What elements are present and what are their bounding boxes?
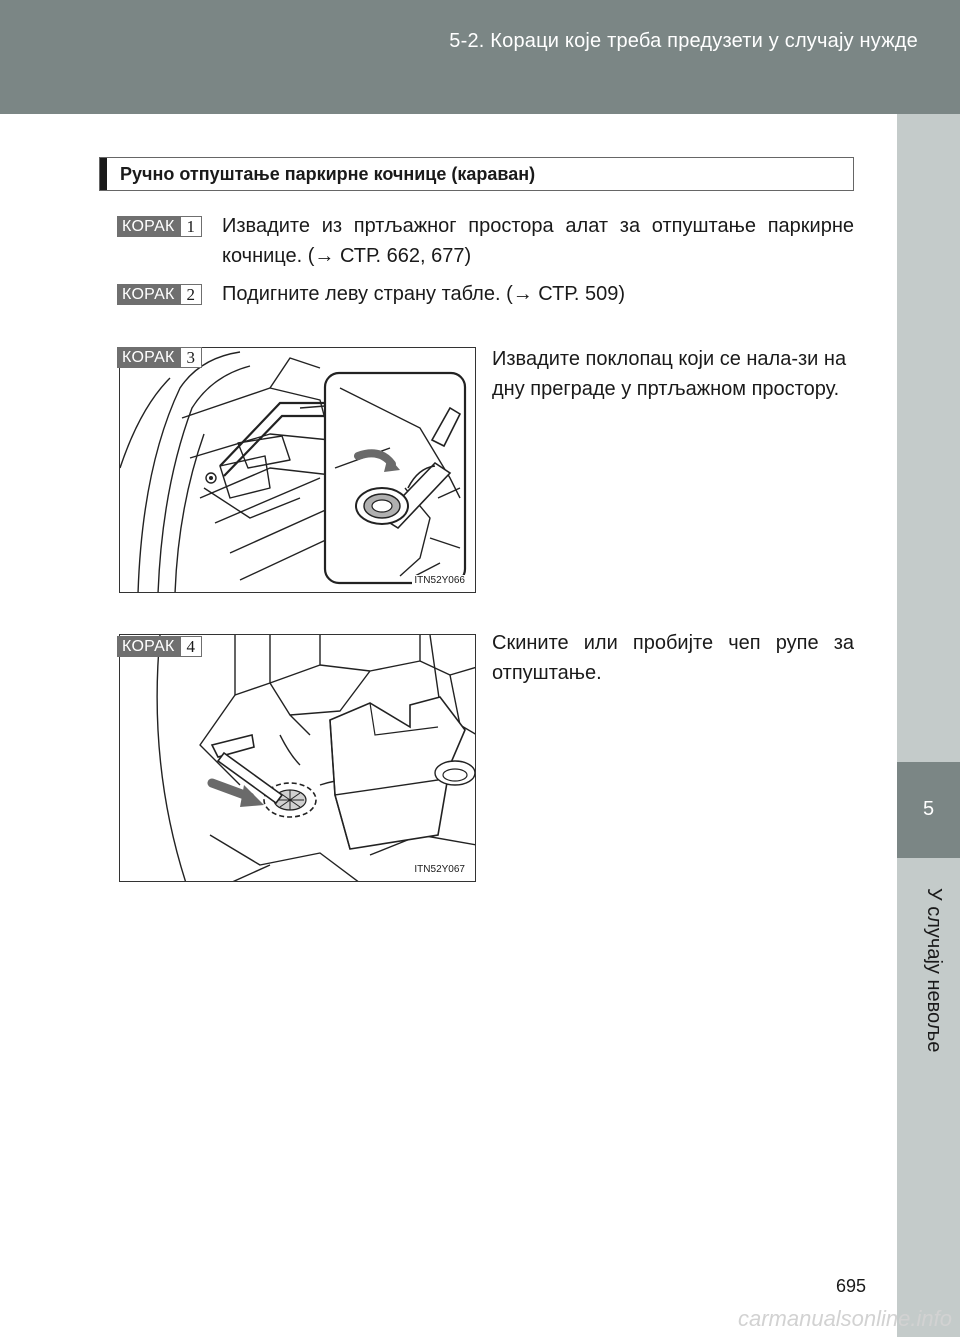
chapter-number-box bbox=[897, 762, 960, 858]
step-word: КОРАК bbox=[117, 284, 180, 305]
figure-luggage-cover bbox=[119, 347, 476, 593]
step-number: 1 bbox=[180, 216, 202, 237]
step-badge-1 bbox=[117, 216, 202, 237]
footer-watermark: carmanualsonline.info bbox=[737, 1306, 952, 1331]
step-word: КОРАК bbox=[117, 347, 180, 368]
chapter-number: 5 bbox=[922, 798, 935, 820]
chapter-side-tab bbox=[897, 114, 960, 1337]
chapter-label: У случају невоље bbox=[923, 888, 945, 1053]
step-text-2: Подигните леву страну табле. (→ СТР. 509) bbox=[222, 283, 626, 305]
header-title: 5-2. Кораци које треба предузети у случају нужде bbox=[449, 30, 918, 52]
step-number: 3 bbox=[180, 347, 202, 368]
luggage-compartment-illustration bbox=[120, 348, 476, 593]
step-text-3: Извадите поклопац који се нала-зи на дну преграде у пртљажном простору. bbox=[492, 348, 847, 400]
step-badge-3 bbox=[117, 347, 202, 368]
figure-code: ITN52Y066 bbox=[414, 575, 465, 586]
release-tool-illustration bbox=[120, 635, 476, 882]
step-word: КОРАК bbox=[117, 216, 180, 237]
step-badge-2 bbox=[117, 284, 202, 305]
step-word: КОРАК bbox=[117, 636, 180, 657]
page-number: 695 bbox=[835, 1276, 866, 1296]
step-badge-4 bbox=[117, 636, 202, 657]
step-text-1: Извадите из пртљажног простора алат за отпуштање паркирне кочнице. (→ СТР. 662, 677) bbox=[222, 215, 854, 267]
section-title: Ручно отпуштање паркирне кочнице (караван) bbox=[120, 164, 536, 184]
figure-code: ITN52Y067 bbox=[414, 864, 465, 875]
header-bar bbox=[0, 0, 960, 114]
section-heading bbox=[99, 157, 854, 191]
figure-release-hole bbox=[119, 634, 476, 882]
step-text-4: Скините или пробијте чеп рупе за отпуштање. bbox=[492, 632, 854, 684]
step-number: 4 bbox=[180, 636, 202, 657]
step-number: 2 bbox=[180, 284, 202, 305]
section-heading-bar bbox=[100, 158, 107, 190]
